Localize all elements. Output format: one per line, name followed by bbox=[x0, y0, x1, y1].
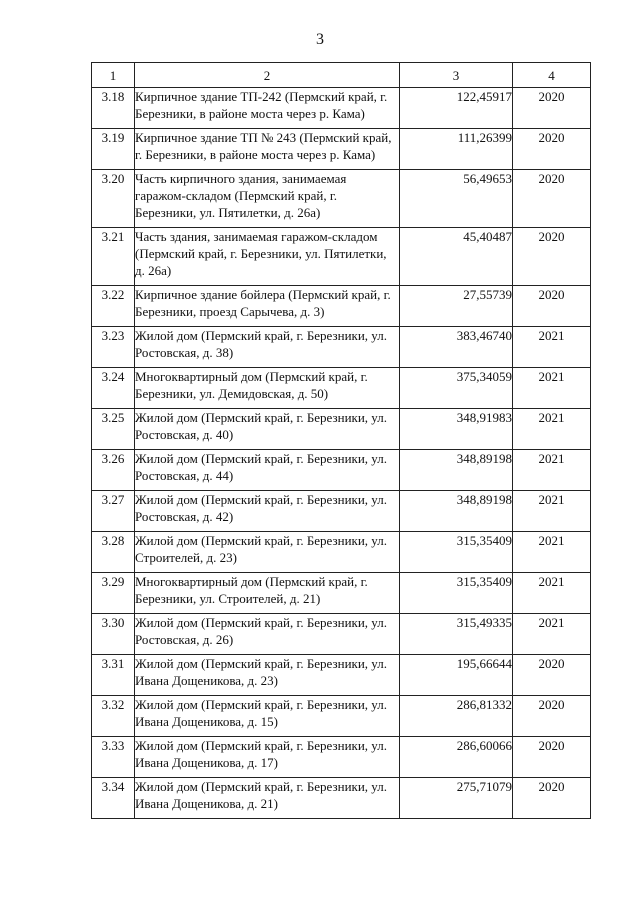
object-value: 286,81332 bbox=[400, 696, 513, 737]
object-name: Жилой дом (Пермский край, г. Березники, ул. Ивана Дощеникова, д. 21) bbox=[135, 778, 400, 819]
object-name: Кирпичное здание ТП № 243 (Пермский край, г. Березники, в районе моста через р. Кама) bbox=[135, 129, 400, 170]
object-year: 2021 bbox=[513, 573, 591, 614]
object-year: 2021 bbox=[513, 450, 591, 491]
object-year: 2020 bbox=[513, 655, 591, 696]
object-name: Многоквартирный дом (Пермский край, г. Березники, ул. Демидовская, д. 50) bbox=[135, 368, 400, 409]
row-number: 3.27 bbox=[92, 491, 135, 532]
object-name: Жилой дом (Пермский край, г. Березники, ул. Ростовская, д. 26) bbox=[135, 614, 400, 655]
object-name: Жилой дом (Пермский край, г. Березники, ул. Ростовская, д. 44) bbox=[135, 450, 400, 491]
object-value: 275,71079 bbox=[400, 778, 513, 819]
object-year: 2021 bbox=[513, 368, 591, 409]
object-year: 2021 bbox=[513, 327, 591, 368]
object-year: 2020 bbox=[513, 170, 591, 228]
row-number: 3.21 bbox=[92, 228, 135, 286]
object-year: 2021 bbox=[513, 491, 591, 532]
object-value: 111,26399 bbox=[400, 129, 513, 170]
table-body bbox=[92, 88, 591, 819]
object-year: 2020 bbox=[513, 286, 591, 327]
object-value: 348,91983 bbox=[400, 409, 513, 450]
row-number: 3.30 bbox=[92, 614, 135, 655]
column-header-2: 2 bbox=[135, 63, 400, 88]
page-number: 3 bbox=[316, 31, 324, 48]
object-year: 2020 bbox=[513, 696, 591, 737]
object-name: Многоквартирный дом (Пермский край, г. Березники, ул. Строителей, д. 21) bbox=[135, 573, 400, 614]
object-name: Жилой дом (Пермский край, г. Березники, ул. Ивана Дощеникова, д. 15) bbox=[135, 696, 400, 737]
table-row bbox=[92, 778, 591, 819]
object-name: Жилой дом (Пермский край, г. Березники, ул. Ростовская, д. 38) bbox=[135, 327, 400, 368]
row-number: 3.20 bbox=[92, 170, 135, 228]
object-year: 2020 bbox=[513, 778, 591, 819]
object-value: 348,89198 bbox=[400, 450, 513, 491]
object-name: Жилой дом (Пермский край, г. Березники, ул. Ростовская, д. 40) bbox=[135, 409, 400, 450]
object-name: Часть кирпичного здания, занимаемая гаражом-складом (Пермский край, г. Березники, ул. Пятилетки, д. 26а) bbox=[135, 170, 400, 228]
object-year: 2021 bbox=[513, 614, 591, 655]
object-name: Кирпичное здание ТП-242 (Пермский край, г. Березники, в районе моста через р. Кама) bbox=[135, 88, 400, 129]
object-value: 27,55739 bbox=[400, 286, 513, 327]
table-row bbox=[92, 696, 591, 737]
object-value: 315,49335 bbox=[400, 614, 513, 655]
column-header-3: 3 bbox=[400, 63, 513, 88]
object-year: 2020 bbox=[513, 737, 591, 778]
object-year: 2020 bbox=[513, 88, 591, 129]
object-value: 286,60066 bbox=[400, 737, 513, 778]
row-number: 3.34 bbox=[92, 778, 135, 819]
row-number: 3.33 bbox=[92, 737, 135, 778]
object-value: 45,40487 bbox=[400, 228, 513, 286]
table-row bbox=[92, 532, 591, 573]
object-name: Жилой дом (Пермский край, г. Березники, ул. Строителей, д. 23) bbox=[135, 532, 400, 573]
object-value: 375,34059 bbox=[400, 368, 513, 409]
object-name: Жилой дом (Пермский край, г. Березники, ул. Ивана Дощеникова, д. 23) bbox=[135, 655, 400, 696]
table-row bbox=[92, 170, 591, 228]
table-row bbox=[92, 491, 591, 532]
object-value: 56,49653 bbox=[400, 170, 513, 228]
table-row bbox=[92, 450, 591, 491]
row-number: 3.23 bbox=[92, 327, 135, 368]
column-header-1: 1 bbox=[92, 63, 135, 88]
table-row bbox=[92, 409, 591, 450]
table-row bbox=[92, 368, 591, 409]
object-year: 2021 bbox=[513, 532, 591, 573]
table-row bbox=[92, 286, 591, 327]
row-number: 3.19 bbox=[92, 129, 135, 170]
row-number: 3.22 bbox=[92, 286, 135, 327]
row-number: 3.32 bbox=[92, 696, 135, 737]
column-header-4: 4 bbox=[513, 63, 591, 88]
object-value: 122,45917 bbox=[400, 88, 513, 129]
object-value: 315,35409 bbox=[400, 532, 513, 573]
table-row bbox=[92, 327, 591, 368]
table-row bbox=[92, 129, 591, 170]
object-name: Жилой дом (Пермский край, г. Березники, ул. Ивана Дощеникова, д. 17) bbox=[135, 737, 400, 778]
row-number: 3.25 bbox=[92, 409, 135, 450]
property-table bbox=[91, 62, 591, 819]
row-number: 3.28 bbox=[92, 532, 135, 573]
table-row bbox=[92, 655, 591, 696]
table-row bbox=[92, 88, 591, 129]
object-value: 195,66644 bbox=[400, 655, 513, 696]
object-year: 2020 bbox=[513, 129, 591, 170]
object-year: 2021 bbox=[513, 409, 591, 450]
row-number: 3.29 bbox=[92, 573, 135, 614]
object-year: 2020 bbox=[513, 228, 591, 286]
table-row bbox=[92, 614, 591, 655]
object-value: 383,46740 bbox=[400, 327, 513, 368]
row-number: 3.31 bbox=[92, 655, 135, 696]
table-row bbox=[92, 573, 591, 614]
row-number: 3.18 bbox=[92, 88, 135, 129]
table-row bbox=[92, 737, 591, 778]
object-name: Часть здания, занимаемая гаражом-складом (Пермский край, г. Березники, ул. Пятилетки, д. 26а) bbox=[135, 228, 400, 286]
object-value: 348,89198 bbox=[400, 491, 513, 532]
table-header-row bbox=[92, 63, 591, 88]
row-number: 3.24 bbox=[92, 368, 135, 409]
object-name: Жилой дом (Пермский край, г. Березники, ул. Ростовская, д. 42) bbox=[135, 491, 400, 532]
object-name: Кирпичное здание бойлера (Пермский край, г. Березники, проезд Сарычева, д. 3) bbox=[135, 286, 400, 327]
row-number: 3.26 bbox=[92, 450, 135, 491]
table-row bbox=[92, 228, 591, 286]
object-value: 315,35409 bbox=[400, 573, 513, 614]
